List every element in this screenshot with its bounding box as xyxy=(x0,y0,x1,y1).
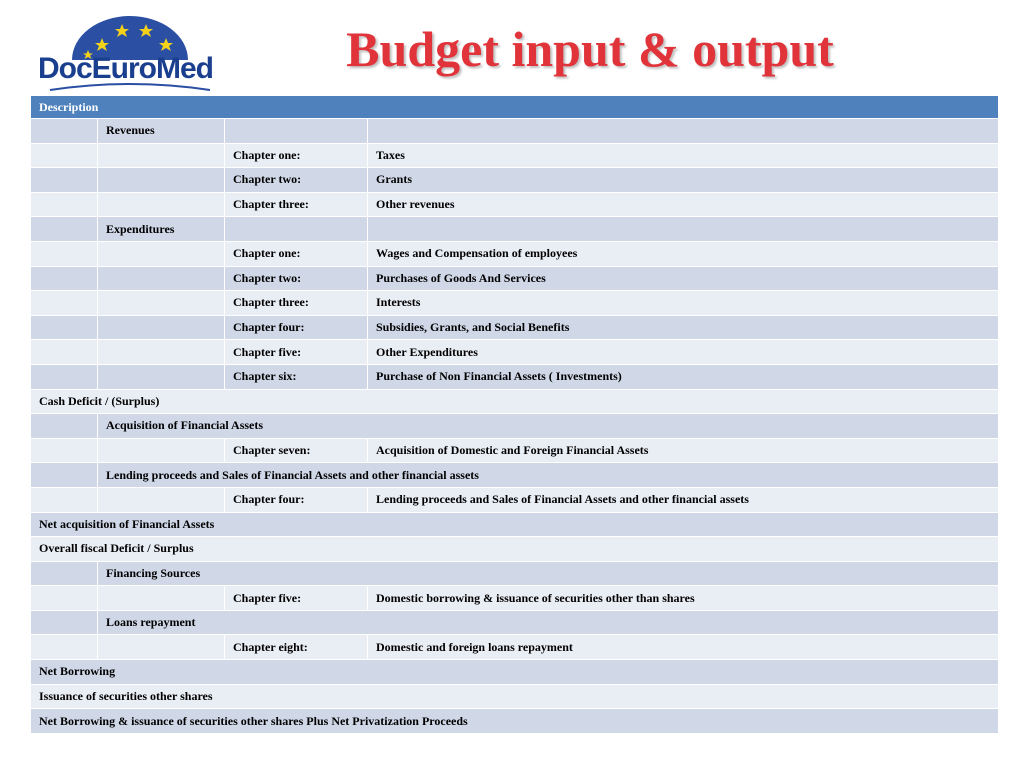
chapter-cell: Chapter one: xyxy=(225,143,368,168)
table-row xyxy=(31,586,999,611)
indent-cell xyxy=(31,291,98,316)
chapter-cell: Chapter five: xyxy=(225,340,368,365)
indent-cell xyxy=(31,119,98,144)
item-cell: Taxes xyxy=(368,143,999,168)
row-label: Expenditures xyxy=(98,217,225,242)
chapter-cell: Chapter six: xyxy=(225,364,368,389)
table-row xyxy=(31,266,999,291)
indent-cell xyxy=(98,291,225,316)
indent-cell xyxy=(98,364,225,389)
table-row xyxy=(31,684,999,709)
row-label: Financing Sources xyxy=(98,561,999,586)
table-row xyxy=(31,217,999,242)
chapter-cell: Chapter one: xyxy=(225,241,368,266)
table-row xyxy=(31,315,999,340)
indent-cell xyxy=(31,241,98,266)
indent-cell xyxy=(98,143,225,168)
row-label: Net acquisition of Financial Assets xyxy=(31,512,999,537)
item-cell: Other Expenditures xyxy=(368,340,999,365)
indent-cell xyxy=(31,168,98,193)
table-row xyxy=(31,389,999,414)
indent-cell xyxy=(98,315,225,340)
item-cell: Domestic borrowing & issuance of securities other than shares xyxy=(368,586,999,611)
table-row xyxy=(31,512,999,537)
table-row xyxy=(31,463,999,488)
table-row xyxy=(31,438,999,463)
indent-cell xyxy=(31,217,98,242)
table-row xyxy=(31,119,999,144)
indent-cell xyxy=(98,586,225,611)
indent-cell xyxy=(31,340,98,365)
header-description: Description xyxy=(31,96,999,119)
table-row xyxy=(31,414,999,439)
table-row xyxy=(31,364,999,389)
table-row xyxy=(31,241,999,266)
indent-cell xyxy=(31,414,98,439)
item-cell: Subsidies, Grants, and Social Benefits xyxy=(368,315,999,340)
table-row xyxy=(31,192,999,217)
row-label: Cash Deficit / (Surplus) xyxy=(31,389,999,414)
row-label: Net Borrowing xyxy=(31,660,999,685)
budget-table xyxy=(30,95,999,734)
table-row xyxy=(31,487,999,512)
indent-cell xyxy=(31,438,98,463)
page-title: Budget input & output xyxy=(346,21,834,77)
empty-cell xyxy=(225,119,368,144)
item-cell: Interests xyxy=(368,291,999,316)
indent-cell xyxy=(31,266,98,291)
indent-cell xyxy=(31,315,98,340)
chapter-cell: Chapter three: xyxy=(225,291,368,316)
row-label: Issuance of securities other shares xyxy=(31,684,999,709)
indent-cell xyxy=(31,610,98,635)
doceuromed-logo xyxy=(30,12,230,94)
chapter-cell: Chapter seven: xyxy=(225,438,368,463)
indent-cell xyxy=(98,340,225,365)
table-row xyxy=(31,709,999,734)
table-row xyxy=(31,143,999,168)
indent-cell xyxy=(31,364,98,389)
item-cell: Grants xyxy=(368,168,999,193)
indent-cell xyxy=(98,487,225,512)
indent-cell xyxy=(31,561,98,586)
item-cell: Wages and Compensation of employees xyxy=(368,241,999,266)
row-label: Net Borrowing & issuance of securities other shares Plus Net Privatization Proceeds xyxy=(31,709,999,734)
row-label: Overall fiscal Deficit / Surplus xyxy=(31,537,999,562)
row-label: Acquisition of Financial Assets xyxy=(98,414,999,439)
chapter-cell: Chapter four: xyxy=(225,315,368,340)
indent-cell xyxy=(98,438,225,463)
indent-cell xyxy=(31,635,98,660)
item-cell: Other revenues xyxy=(368,192,999,217)
table-row xyxy=(31,291,999,316)
empty-cell xyxy=(368,119,999,144)
indent-cell xyxy=(98,635,225,660)
chapter-cell: Chapter two: xyxy=(225,266,368,291)
logo-text: DocEuroMed xyxy=(38,52,214,85)
empty-cell xyxy=(225,217,368,242)
indent-cell xyxy=(31,463,98,488)
table-row xyxy=(31,561,999,586)
item-cell: Lending proceeds and Sales of Financial Assets and other financial assets xyxy=(368,487,999,512)
indent-cell xyxy=(31,192,98,217)
item-cell: Purchases of Goods And Services xyxy=(368,266,999,291)
item-cell: Purchase of Non Financial Assets ( Investments) xyxy=(368,364,999,389)
chapter-cell: Chapter three: xyxy=(225,192,368,217)
table-row xyxy=(31,168,999,193)
table-row xyxy=(31,610,999,635)
row-label: Lending proceeds and Sales of Financial Assets and other financial assets xyxy=(98,463,999,488)
indent-cell xyxy=(31,143,98,168)
table-row xyxy=(31,537,999,562)
indent-cell xyxy=(98,266,225,291)
indent-cell xyxy=(98,192,225,217)
table-header-row xyxy=(31,96,999,119)
empty-cell xyxy=(368,217,999,242)
indent-cell xyxy=(98,168,225,193)
indent-cell xyxy=(31,586,98,611)
indent-cell xyxy=(31,487,98,512)
indent-cell xyxy=(98,241,225,266)
row-label: Loans repayment xyxy=(98,610,999,635)
chapter-cell: Chapter five: xyxy=(225,586,368,611)
table-row xyxy=(31,340,999,365)
chapter-cell: Chapter two: xyxy=(225,168,368,193)
table-row xyxy=(31,660,999,685)
item-cell: Acquisition of Domestic and Foreign Financial Assets xyxy=(368,438,999,463)
item-cell: Domestic and foreign loans repayment xyxy=(368,635,999,660)
chapter-cell: Chapter eight: xyxy=(225,635,368,660)
chapter-cell: Chapter four: xyxy=(225,487,368,512)
row-label: Revenues xyxy=(98,119,225,144)
table-row xyxy=(31,635,999,660)
